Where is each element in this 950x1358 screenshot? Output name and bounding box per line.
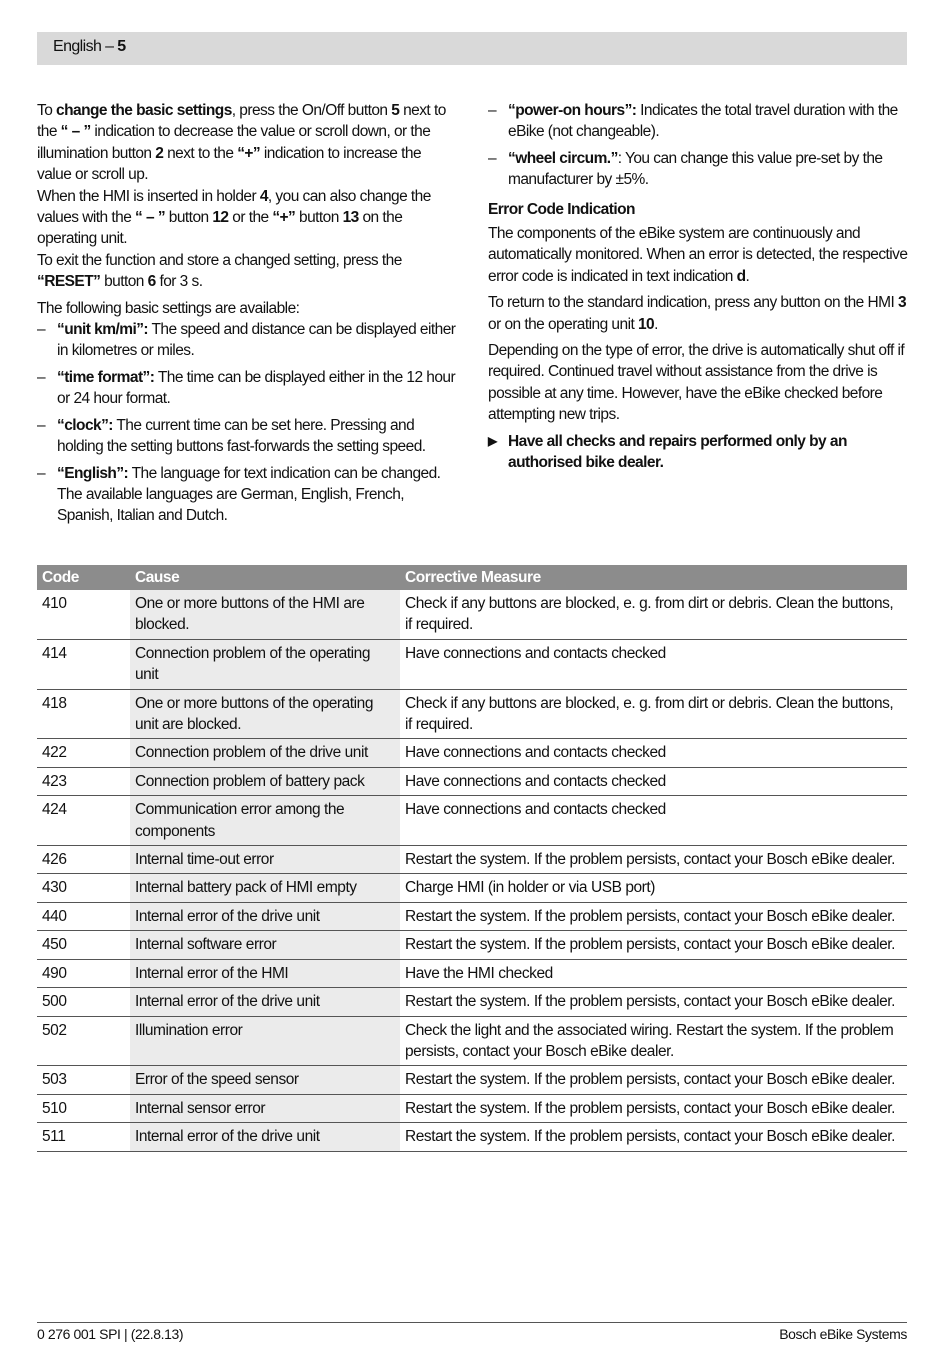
table-header-row <box>37 565 907 590</box>
error-code-cell: 430 <box>37 874 130 902</box>
bold-text: 2 <box>155 144 164 162</box>
table-row <box>37 1094 907 1122</box>
list-item <box>488 100 908 143</box>
corrective-measure-cell: Have connections and contacts checked <box>400 767 907 795</box>
corrective-measure-cell: Have connections and contacts checked <box>400 739 907 767</box>
text: To <box>37 102 57 119</box>
text: To return to the standard indication, press any button on the HMI <box>488 294 899 312</box>
table-row <box>37 796 907 846</box>
error-code-cell: 423 <box>37 767 130 795</box>
corrective-measure-cell: Restart the system. If the problem persists, contact your Bosch eBike dealer. <box>400 846 907 874</box>
list-item <box>37 367 457 410</box>
error-code-cell: 500 <box>37 988 130 1016</box>
dash-bullet: – <box>37 368 46 386</box>
corrective-measure-cell: Restart the system. If the problem persists, contact your Bosch eBike dealer. <box>400 1066 907 1094</box>
list-item <box>488 148 908 191</box>
error-code-cell: 510 <box>37 1094 130 1122</box>
corrective-measure-cell: Restart the system. If the problem persists, contact your Bosch eBike dealer. <box>400 931 907 959</box>
text: The current time can be set here. Pressing and holding the setting buttons fast-forwards the setting speed. <box>57 416 426 456</box>
error-code-cell: 440 <box>37 902 130 930</box>
bold-text: d <box>736 267 746 285</box>
bold-text: “English”: <box>57 464 129 482</box>
text: button <box>295 209 343 227</box>
corrective-measure-cell: Have connections and contacts checked <box>400 639 907 689</box>
text: next to the <box>37 102 446 141</box>
corrective-measure-cell: Check the light and the associated wiring. Restart the system. If the problem persists, contact your Bosch eBike dealer. <box>400 1016 907 1066</box>
paragraph <box>37 250 457 293</box>
cause-cell: Error of the speed sensor <box>130 1066 400 1094</box>
left-column <box>37 100 457 532</box>
cause-cell: One or more buttons of the HMI are blocked. <box>130 590 400 639</box>
paragraph <box>488 340 908 426</box>
error-code-cell: 511 <box>37 1123 130 1151</box>
text: or the <box>228 209 273 227</box>
table-row <box>37 988 907 1016</box>
corrective-measure-cell: Have connections and contacts checked <box>400 796 907 846</box>
header-label: English – 5 <box>53 38 126 55</box>
cause-cell: Connection problem of the operating unit <box>130 639 400 689</box>
right-column <box>488 100 908 479</box>
instruction-note <box>488 431 908 474</box>
table-row <box>37 902 907 930</box>
dash-bullet: – <box>488 149 497 167</box>
column-header-measure: Corrective Measure <box>400 565 907 590</box>
page-header <box>37 32 907 65</box>
table-row <box>37 739 907 767</box>
text: The speed and distance can be displayed either in kilometres or miles. <box>57 321 456 360</box>
corrective-measure-cell: Restart the system. If the problem persists, contact your Bosch eBike dealer. <box>400 1123 907 1151</box>
corrective-measure-cell: Restart the system. If the problem persists, contact your Bosch eBike dealer. <box>400 902 907 930</box>
cause-cell: Internal software error <box>130 931 400 959</box>
cause-cell: Internal error of the drive unit <box>130 988 400 1016</box>
paragraph <box>37 298 457 319</box>
bold-text: “+” <box>272 209 296 227</box>
text: : You can change this value pre-set by the manufacturer by ±5%. <box>508 149 883 189</box>
list-item <box>37 319 457 362</box>
error-code-cell: 424 <box>37 796 130 846</box>
text: The language for text indication can be changed. The available languages are German, English, French, Spanish, Italian and Dutch. <box>57 464 441 525</box>
bold-text: 12 <box>212 209 229 227</box>
bold-text: “wheel circum.” <box>508 149 618 167</box>
table-row <box>37 846 907 874</box>
bold-text: “power-on hours”: <box>508 102 637 119</box>
text: on the operating unit. <box>37 209 403 248</box>
error-code-cell: 450 <box>37 931 130 959</box>
cause-cell: Connection problem of the drive unit <box>130 739 400 767</box>
text: Indicates the total travel duration with the eBike (not changeable). <box>508 102 898 141</box>
bold-text: 13 <box>342 209 359 227</box>
text: , press the On/Off button <box>231 102 392 119</box>
bold-text: “time format”: <box>57 368 155 386</box>
error-code-cell: 426 <box>37 846 130 874</box>
dash-bullet: – <box>37 416 46 434</box>
dash-bullet: – <box>488 102 497 119</box>
page-number: 5 <box>117 38 126 55</box>
bold-text: “+” <box>237 144 261 162</box>
table-row <box>37 1123 907 1151</box>
table-row <box>37 639 907 689</box>
error-code-cell: 410 <box>37 590 130 639</box>
text: Have all checks and repairs performed only by an authorised bike dealer. <box>508 432 847 472</box>
section-heading <box>488 199 908 220</box>
bold-text: “RESET” <box>37 273 101 291</box>
cause-cell: Communication error among the components <box>130 796 400 846</box>
dash-bullet: – <box>37 464 46 482</box>
document-number: 0 276 001 SPI | (22.8.13) <box>37 1326 184 1342</box>
cause-cell: One or more buttons of the operating unit are blocked. <box>130 689 400 739</box>
text: indication to decrease the value or scroll down, or the illumination button <box>37 123 431 162</box>
table-row <box>37 1016 907 1066</box>
text: When the HMI is inserted in holder <box>37 187 260 205</box>
text: The time can be displayed either in the 12 hour or 24 hour format. <box>57 368 456 408</box>
cause-cell: Internal time-out error <box>130 846 400 874</box>
table-row <box>37 767 907 795</box>
text: . <box>745 267 750 285</box>
paragraph <box>488 292 908 335</box>
cause-cell: Internal error of the drive unit <box>130 1123 400 1151</box>
bold-text: 5 <box>391 102 400 119</box>
error-code-cell: 502 <box>37 1016 130 1066</box>
error-code-cell: 418 <box>37 689 130 739</box>
text: or on the operating unit <box>488 315 638 333</box>
cause-cell: Illumination error <box>130 1016 400 1066</box>
text: Depending on the type of error, the drive is automatically shut off if required. Continued travel without assistance from the drive is possible at any time. However, have the eBike checked before attempting new trips. <box>488 342 905 424</box>
table-row <box>37 689 907 739</box>
cause-cell: Internal error of the HMI <box>130 959 400 987</box>
text: indication to increase the value or scroll up. <box>37 144 422 184</box>
table-row <box>37 590 907 639</box>
bold-text: 4 <box>259 187 268 205</box>
cause-cell: Internal error of the drive unit <box>130 902 400 930</box>
cause-cell: Internal battery pack of HMI empty <box>130 874 400 902</box>
table-row <box>37 931 907 959</box>
text: To exit the function and store a changed setting, press the <box>37 251 402 269</box>
page-footer <box>37 1322 907 1342</box>
text: for 3 s. <box>155 273 203 291</box>
bold-text: “unit km/mi”: <box>57 321 149 339</box>
list-item <box>37 415 457 458</box>
column-header-cause: Cause <box>130 565 400 590</box>
corrective-measure-cell: Have the HMI checked <box>400 959 907 987</box>
text: Error Code Indication <box>488 200 635 218</box>
bold-text: “clock”: <box>57 416 113 434</box>
error-code-table <box>37 565 907 1152</box>
corrective-measure-cell: Restart the system. If the problem persists, contact your Bosch eBike dealer. <box>400 1094 907 1122</box>
table-row <box>37 874 907 902</box>
corrective-measure-cell: Charge HMI (in holder or via USB port) <box>400 874 907 902</box>
brand-name: Bosch eBike Systems <box>779 1326 907 1342</box>
arrow-icon: ▶ <box>488 433 497 448</box>
table-row <box>37 1066 907 1094</box>
paragraph <box>37 186 457 250</box>
text: The components of the eBike system are continuously and automatically monitored. When an error is detected, the respective error code is indicated in text indication <box>488 225 908 285</box>
error-code-cell: 414 <box>37 639 130 689</box>
text: button <box>165 209 213 227</box>
list-item <box>37 463 457 527</box>
bold-text: “ – ” <box>60 123 91 141</box>
text: button <box>100 273 148 291</box>
text: . <box>654 315 658 333</box>
dash-bullet: – <box>37 321 46 339</box>
bold-text: 6 <box>147 273 156 291</box>
corrective-measure-cell: Restart the system. If the problem persists, contact your Bosch eBike dealer. <box>400 988 907 1016</box>
paragraph <box>37 100 457 186</box>
bold-text: 3 <box>898 294 907 312</box>
error-code-cell: 422 <box>37 739 130 767</box>
bold-text: change the basic settings <box>56 102 232 119</box>
paragraph <box>488 223 908 287</box>
text: next to the <box>163 144 238 162</box>
text: The following basic settings are available: <box>37 299 300 317</box>
bold-text: 10 <box>637 315 655 333</box>
corrective-measure-cell: Check if any buttons are blocked, e. g. from dirt or debris. Clean the buttons, if required. <box>400 689 907 739</box>
bold-text: “ – ” <box>135 209 166 227</box>
cause-cell: Internal sensor error <box>130 1094 400 1122</box>
error-code-cell: 490 <box>37 959 130 987</box>
column-header-code: Code <box>37 565 130 590</box>
cause-cell: Connection problem of battery pack <box>130 767 400 795</box>
table-row <box>37 959 907 987</box>
text: , you can also change the values with the <box>37 187 431 227</box>
error-code-cell: 503 <box>37 1066 130 1094</box>
corrective-measure-cell: Check if any buttons are blocked, e. g. from dirt or debris. Clean the buttons, if required. <box>400 590 907 639</box>
